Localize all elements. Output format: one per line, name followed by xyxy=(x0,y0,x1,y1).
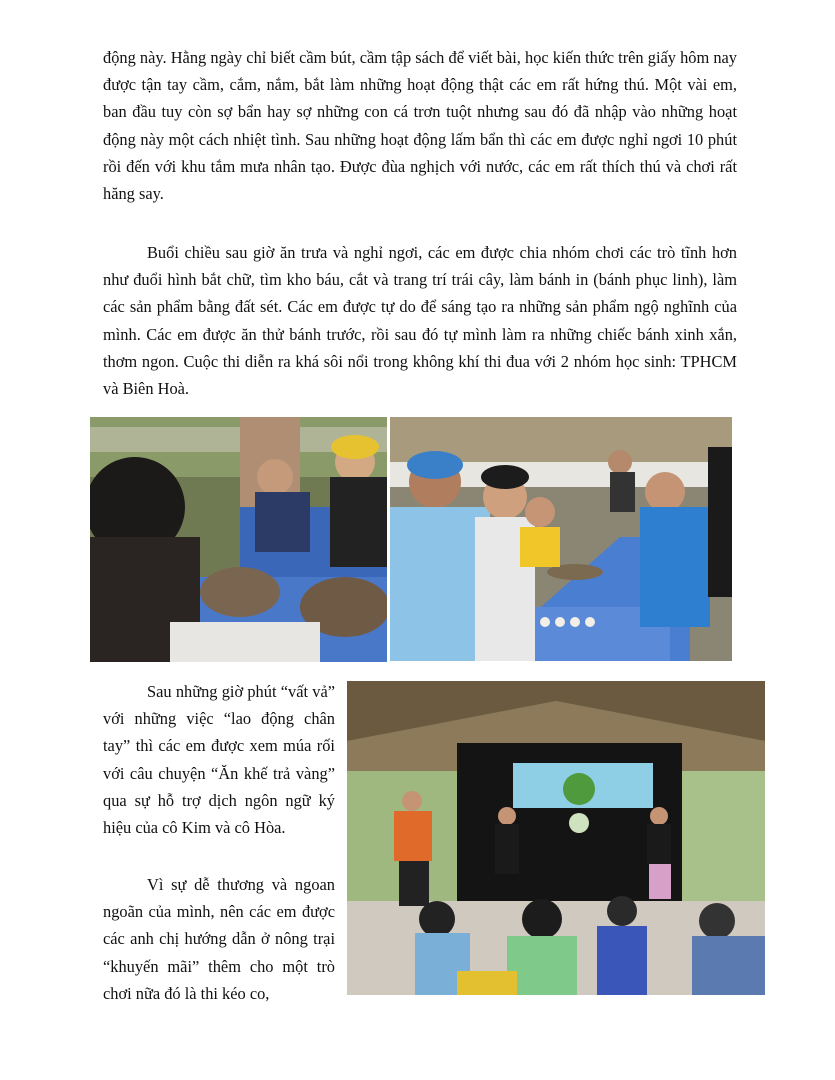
photo-puppet-show xyxy=(347,681,765,995)
paragraph-3: Sau những giờ phút “vất vả” với những việc “lao động chân tay” thì các em được xem múa rối với câu chuyện “Ăn khế trả vàng” qua sự hỗ trợ dịch ngôn ngữ ký hiệu của cô Kim và cô Hòa. xyxy=(103,682,335,838)
paragraph-1: động này. Hằng ngày chỉ biết cầm bút, cầm tập sách để viết bài, học kiến thức trên giấy hôm nay được tận tay cầm, cắm, nắm, bắt làm những hoạt động thật các em rất hứng thú. Một vài em, ban đầu tuy còn sợ bẩn hay sợ những con cá trơn tuột nhưng sau đó đã nhập vào những hoạt động này một cách nhiệt tình. Sau những hoạt động lấm bẩn thì các em được nghỉ ngơi 10 phút rồi đến với khu tắm mưa nhân tạo. Được đùa nghịch với nước, các em rất thích thú và chơi rất hăng say. xyxy=(103,48,737,204)
paragraph-2: Buổi chiều sau giờ ăn trưa và nghỉ ngơi, các em được chia nhóm chơi các trò tĩnh hơn như đuổi hình bắt chữ, tìm kho báu, cắt và trang trí trái cây, làm bánh in (bánh phục linh), làm các sản phẩm bằng đất sét. Các em được tự do để sáng tạo ra những sản phẩm ngộ nghĩnh của mình. Các em được ăn thử bánh trước, rồi sau đó tự mình làm ra những chiếc bánh xinh xắn, thơm ngon. Cuộc thi diễn ra khá sôi nổi trong không khí thi đua với 2 nhóm học sinh: TPHCM và Biên Hoà. xyxy=(103,243,737,399)
paragraph-4: Vì sự dễ thương và ngoan ngoãn của mình, nên các em được các anh chị hướng dẫn ở nông trại “khuyến mãi” thêm cho một trò chơi nữa đó là thi kéo co, xyxy=(103,875,335,1003)
photo-clay-activity xyxy=(90,417,387,662)
photo-cake-making xyxy=(390,417,732,661)
